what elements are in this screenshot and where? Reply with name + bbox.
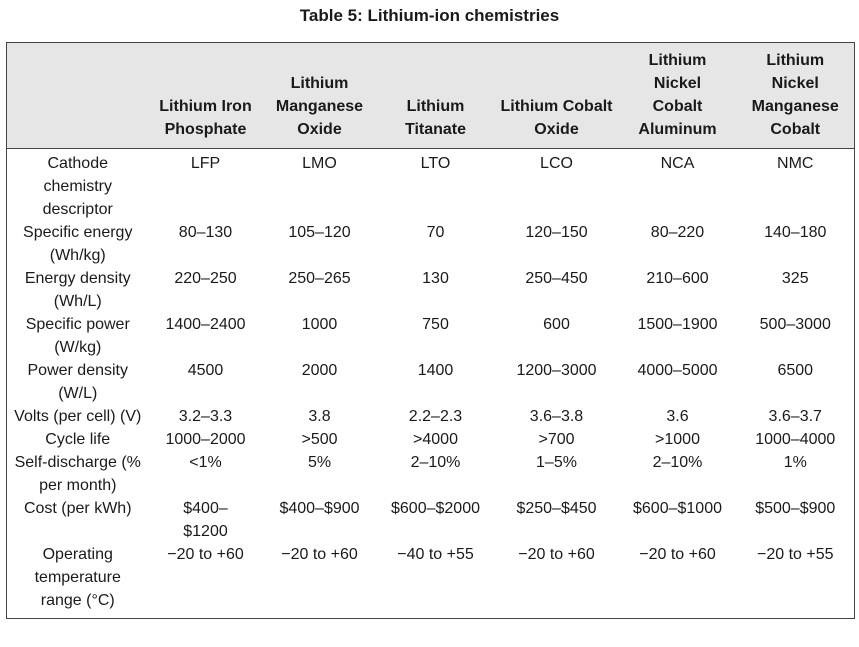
table-cell: 6500 xyxy=(737,359,855,405)
table-cell: 2–10% xyxy=(410,454,461,471)
table-row xyxy=(7,149,855,222)
table-cell: 1000–4000 xyxy=(737,428,855,451)
table-row xyxy=(7,405,855,428)
table-cell: LCO xyxy=(540,155,573,172)
table-row xyxy=(7,359,855,405)
table-cell: 3.6 xyxy=(666,408,689,425)
row-label: Specific energy (Wh/kg) xyxy=(7,221,149,267)
table-row xyxy=(7,428,855,451)
table-cell: 220–250 xyxy=(174,270,237,287)
table-cell: 1% xyxy=(737,451,855,497)
table-row xyxy=(7,497,855,543)
table-cell: 750 xyxy=(422,316,449,333)
table-cell: 120–150 xyxy=(525,224,588,241)
row-label: Operating temperature range (°C) xyxy=(7,543,149,619)
table-cell: NCA xyxy=(660,155,695,172)
table-cell: −20 to +60 xyxy=(149,543,263,619)
row-label: Cost (per kWh) xyxy=(7,497,149,543)
table-cell: >700 xyxy=(538,431,575,448)
table-cell: 140–180 xyxy=(737,221,855,267)
table-row xyxy=(7,313,855,359)
table-cell: $400–$1200 xyxy=(183,500,228,540)
header-cell-nca: Lithium Nickel Cobalt Aluminum xyxy=(619,43,737,149)
table-cell: >500 xyxy=(301,431,338,448)
row-label: Cathode chemistry descriptor xyxy=(7,149,149,222)
table-cell: 500–3000 xyxy=(737,313,855,359)
table-cell: 325 xyxy=(737,267,855,313)
row-label: Specific power (W/kg) xyxy=(7,313,149,359)
header-cell-nmc: Lithium Nickel Manganese Cobalt xyxy=(737,43,855,149)
row-label: Cycle life xyxy=(7,428,149,451)
table-cell: $250–$450 xyxy=(516,500,597,517)
table-cell: 1200–3000 xyxy=(516,362,597,379)
header-cell-lfp: Lithium Iron Phosphate xyxy=(149,43,263,149)
table-cell: 3.8 xyxy=(308,408,331,425)
table-cell: LFP xyxy=(190,155,221,172)
table-cell: 1400 xyxy=(417,362,454,379)
table-cell: 1400–2400 xyxy=(165,316,246,333)
table-cell: −20 to +60 xyxy=(263,543,377,619)
header-cell-lto: Lithium Titanate xyxy=(377,43,495,149)
table-cell: 4500 xyxy=(187,362,224,379)
table-cell: 5% xyxy=(307,454,332,471)
table-cell: 130 xyxy=(422,270,449,287)
table-cell: $600–$1000 xyxy=(633,500,722,517)
row-label: Energy density (Wh/L) xyxy=(7,267,149,313)
table-row xyxy=(7,267,855,313)
table-cell: 1–5% xyxy=(536,454,577,471)
table-cell: >1000 xyxy=(655,431,700,448)
header-cell-rowlabel xyxy=(7,43,149,149)
table-caption: Table 5: Lithium-ion chemistries xyxy=(299,6,560,25)
table-cell: $600–$2000 xyxy=(391,500,480,517)
table-cell: 105–120 xyxy=(288,224,351,241)
table-cell: 80–130 xyxy=(178,224,233,241)
table-cell: 1000–2000 xyxy=(165,431,246,448)
table-cell: >4000 xyxy=(413,431,458,448)
table-cell: 1000 xyxy=(301,316,338,333)
table-cell: −20 to +55 xyxy=(737,543,855,619)
table-cell: 70 xyxy=(426,224,445,241)
table-cell: 3.2–3.3 xyxy=(178,408,233,425)
table-cell: 1500–1900 xyxy=(637,316,718,333)
table-cell: $500–$900 xyxy=(737,497,855,543)
table-cell: 3.6–3.7 xyxy=(737,405,855,428)
table-cell: 250–265 xyxy=(288,270,351,287)
table-cell: −40 to +55 xyxy=(377,543,495,619)
table-cell: $400–$900 xyxy=(279,500,360,517)
row-label: Self-discharge (% per month) xyxy=(7,451,149,497)
row-label: Power density (W/L) xyxy=(7,359,149,405)
table-cell: <1% xyxy=(189,454,222,471)
table-row xyxy=(7,221,855,267)
header-cell-lmo: Lithium Manganese Oxide xyxy=(263,43,377,149)
table-row xyxy=(7,543,855,619)
table-row xyxy=(7,451,855,497)
table-cell: 2.2–2.3 xyxy=(408,408,463,425)
table-cell: 80–220 xyxy=(650,224,705,241)
table-cell: 3.6–3.8 xyxy=(529,408,584,425)
table-cell: LMO xyxy=(302,155,337,172)
lithium-ion-chemistries-table xyxy=(6,42,855,619)
table-cell: 210–600 xyxy=(646,270,709,287)
row-label: Volts (per cell) (V) xyxy=(7,405,149,428)
table-cell: NMC xyxy=(737,149,855,222)
table-header-row xyxy=(7,43,855,149)
table-cell: 2000 xyxy=(301,362,338,379)
table-cell: 600 xyxy=(543,316,570,333)
header-cell-lco: Lithium Cobalt Oxide xyxy=(495,43,619,149)
table-cell: 2–10% xyxy=(652,454,703,471)
table-cell: −20 to +60 xyxy=(495,543,619,619)
table-cell: −20 to +60 xyxy=(619,543,737,619)
table-cell: LTO xyxy=(420,155,451,172)
table-cell: 4000–5000 xyxy=(637,362,718,379)
table-cell: 250–450 xyxy=(525,270,588,287)
